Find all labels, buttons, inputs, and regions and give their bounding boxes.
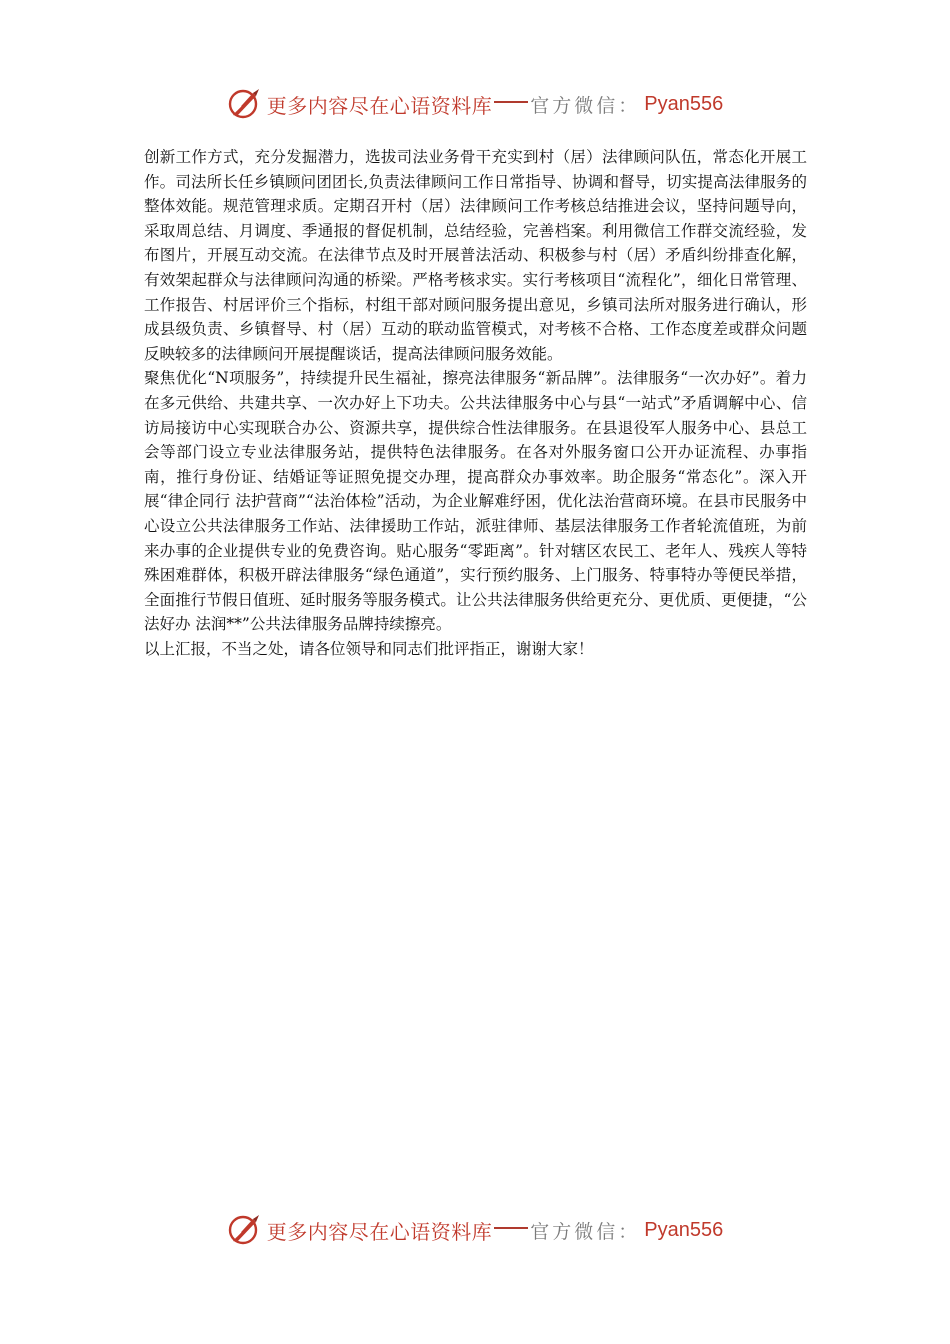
body-paragraph-1: 创新工作方式，充分发掘潜力，选拔司法业务骨干充实到村（居）法律顾问队伍，常态化开展工作。司法所长任乡镇顾问团团长,负责法律顾问工作日常指导、协调和督导，切实提高法律服务的整体效能。规范管理求质。定期召开村（居）法律顾问工作考核总结推进会议，坚持问题导向，采取周总结、月调度、季通报的督促机制，总结经验，完善档案。利用微信工作群交流经验，发布图片，开展互动交流。在法律节点及时开展普法活动、积极参与村（居）矛盾纠纷排查化解，有效架起群众与法律顾问沟通的桥梁。严格考核求实。实行考核项目“流程化”，细化日常管理、工作报告、村居评价三个指标，村组干部对顾问服务提出意见，乡镇司法所对服务进行确认，形成县级负责、乡镇督导、村（居）互动的联动监管模式，对考核不合格、工作态度差或群众问题反映较多的法律顾问开展提醒谈话，提高法律顾问服务效能。 — [144, 148, 807, 363]
footer-dash-divider — [494, 1227, 528, 1229]
footer-wechat-id: Pyan556 — [644, 1218, 724, 1241]
header-wechat-id: Pyan556 — [644, 92, 724, 115]
footer-official-label: 官方微信： — [530, 1220, 641, 1243]
header-official-label: 官方微信： — [530, 94, 641, 117]
header-slogan: 更多内容尽在心语资料库 — [266, 93, 493, 118]
header-banner — [0, 84, 950, 124]
quill-pen-logo-icon — [227, 87, 261, 121]
footer-slogan: 更多内容尽在心语资料库 — [266, 1219, 493, 1244]
body-paragraph-2: 聚焦优化“N项服务”，持续提升民生福祉，擦亮法律服务“新品牌”。法律服务“一次办好”。着力在多元供给、共建共享、一次办好上下功夫。公共法律服务中心与县“一站式”矛盾调解中心、信访局接访中心实现联合办公、资源共享，提供综合性法律服务。在县退役军人服务中心、县总工会等部门设立专业法律服务站，提供特色法律服务。在各对外服务窗口公开办证流程、办事指南，推行身份证、结婚证等证照免提交办理，提高群众办事效率。助企服务“常态化”。深入开展“律企同行 法护营商”“法治体检”活动，为企业解难纾困，优化法治营商环境。在县市民服务中心设立公共法律服务工作站、法律援助工作站，派驻律师、基层法律服务工作者轮流值班，为前来办事的企业提供专业的免费咨询。贴心服务“零距离”。针对辖区农民工、老年人、残疾人等特殊困难群体，积极开辟法律服务“绿色通道”，实行预约服务、上门服务、特事特办等便民举措，全面推行节假日值班、延时服务等服务模式。让公共法律服务供给更充分、更优质、更便捷，“公法好办 法润**”公共法律服务品牌持续擦亮。 — [144, 369, 807, 634]
quill-pen-logo-icon — [227, 1213, 261, 1247]
footer-banner — [0, 1210, 950, 1250]
document-body — [144, 145, 807, 661]
body-paragraph-3: 以上汇报，不当之处，请各位领导和同志们批评指正，谢谢大家！ — [144, 639, 594, 658]
header-dash-divider — [494, 101, 528, 103]
